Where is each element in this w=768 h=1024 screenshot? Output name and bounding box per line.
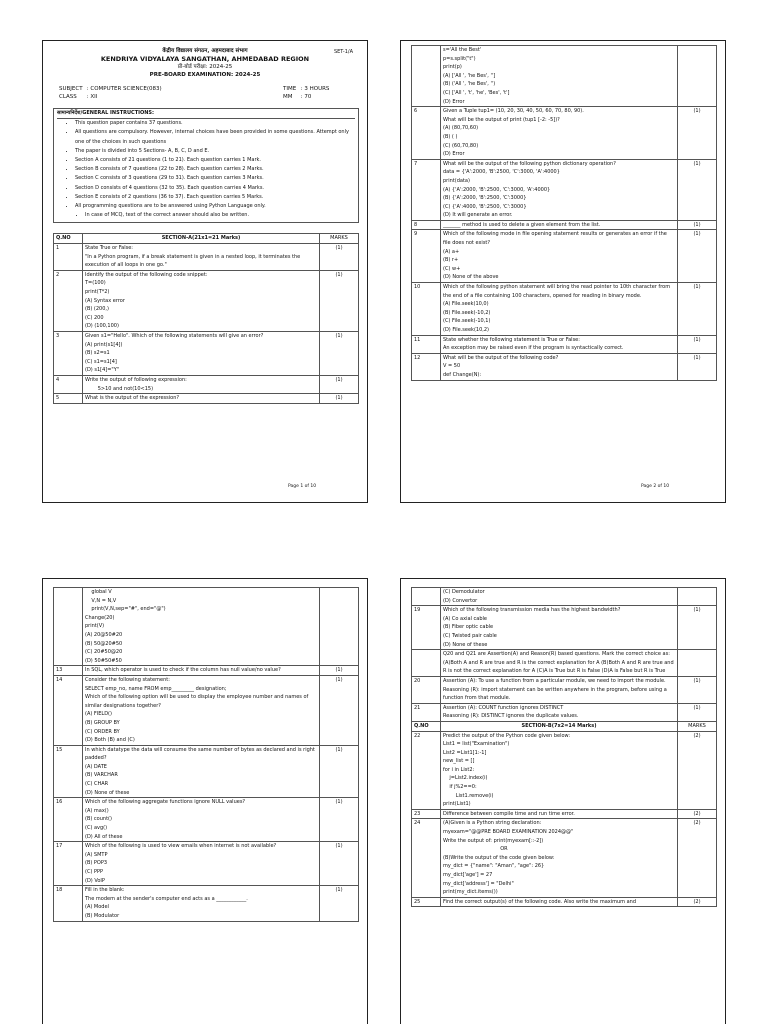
question-number: 25 bbox=[412, 897, 441, 907]
question-line: State whether the following statement is True or False: bbox=[443, 336, 580, 343]
question-line: (B) Modulator bbox=[85, 912, 120, 919]
question-marks: (1) bbox=[678, 703, 717, 721]
question-line: data = {'A':2000, 'B':2500, 'C':3000, 'A':4000} bbox=[443, 169, 560, 176]
instruction-item: • Section B consists of 7 questions (22 to 28). Each question carries 2 Marks. bbox=[75, 165, 355, 174]
question-line: (B)Write the output of the code given below: bbox=[443, 854, 555, 861]
question-text bbox=[441, 721, 678, 731]
question-number: 11 bbox=[412, 335, 441, 353]
question-number: 14 bbox=[54, 675, 83, 745]
class-label: CLASS bbox=[59, 93, 77, 100]
question-row bbox=[412, 159, 717, 220]
question-number: 24 bbox=[412, 819, 441, 897]
question-line: (B) (200,) bbox=[85, 306, 109, 313]
question-number bbox=[412, 588, 441, 606]
subject-value: : COMPUTER SCIENCE(083) bbox=[86, 86, 162, 92]
time-value: : 3 HOURS bbox=[300, 86, 330, 92]
question-text bbox=[441, 897, 678, 907]
question-row bbox=[412, 335, 717, 353]
question-line: myexam="@@PRE BOARD EXAMINATION 2024@@" bbox=[443, 829, 574, 836]
page-2 bbox=[400, 40, 726, 503]
question-line: Which of the following transmission media has the highest bandwidth? bbox=[443, 607, 621, 614]
question-number: 7 bbox=[412, 159, 441, 220]
hindi-exam: प्री-बोर्ड परीक्षा: 2024-25 bbox=[177, 64, 233, 70]
question-line: (C) ORDER BY bbox=[85, 728, 120, 735]
question-text bbox=[83, 745, 320, 798]
question-number: 15 bbox=[54, 745, 83, 798]
question-marks: (1) bbox=[320, 798, 359, 842]
question-line: for i in List2: bbox=[443, 766, 475, 773]
question-line: Assertion (A): To use a function from a particular module, we need to import the module. bbox=[443, 677, 666, 684]
question-line: new_list = [] bbox=[443, 758, 475, 765]
question-number: 8 bbox=[412, 220, 441, 230]
question-line: V,N = N,V bbox=[85, 597, 117, 604]
subject-row bbox=[59, 86, 367, 94]
question-number: 5 bbox=[54, 394, 83, 404]
subject-label: SUBJECT bbox=[59, 86, 83, 92]
question-line: (B) r+ bbox=[443, 257, 459, 264]
question-line: OR bbox=[443, 846, 508, 853]
question-text bbox=[441, 220, 678, 230]
question-line: (A) {'A':2000, 'B':2500, 'C':3000, 'A':4000} bbox=[443, 186, 551, 193]
question-line: (D) VoIP bbox=[85, 877, 105, 884]
hindi-title: केंद्रीय विद्यालय संगठन, अहमदाबाद संभाग bbox=[162, 48, 248, 54]
question-line: Given a Tuple tup1= (10, 20, 30, 40, 50, 60, 70, 80, 90). bbox=[443, 108, 584, 115]
question-line: The modem at the sender's computer end acts as a ____________. bbox=[85, 895, 248, 902]
question-line: my_dict['age'] = 27 bbox=[443, 872, 493, 878]
question-line: (B) GROUP BY bbox=[85, 719, 120, 726]
question-marks: (1) bbox=[320, 745, 359, 798]
question-marks bbox=[678, 588, 717, 606]
question-line: (C) ['All ', 't', 'he', 'Bes', 't'] bbox=[443, 89, 510, 96]
question-text bbox=[441, 819, 678, 897]
question-text bbox=[441, 809, 678, 819]
question-row bbox=[412, 588, 717, 606]
question-line: Identify the output of the following code snippet: bbox=[85, 271, 208, 278]
question-number: 21 bbox=[412, 703, 441, 721]
question-row bbox=[412, 897, 717, 907]
instructions-box bbox=[53, 108, 359, 223]
question-marks: (1) bbox=[320, 666, 359, 676]
page-number: Page 2 of 10 bbox=[641, 484, 670, 489]
question-line: Reasoning (R): import statement can be written anywhere in the program, before using a function from that module. bbox=[443, 686, 669, 702]
question-text bbox=[441, 676, 678, 703]
exam-title: PRE-BOARD EXAMINATION: 2024-25 bbox=[149, 72, 261, 78]
question-line: (A) Syntax error bbox=[85, 297, 125, 304]
question-line: (B) VARCHAR bbox=[85, 772, 118, 779]
question-number bbox=[412, 46, 441, 107]
mm-label: MM bbox=[283, 93, 293, 100]
question-number: 2 bbox=[54, 270, 83, 331]
question-marks: (1) bbox=[320, 886, 359, 921]
question-row bbox=[54, 375, 359, 393]
page-number: Page 1 of 10 bbox=[288, 484, 317, 489]
question-row bbox=[54, 244, 359, 271]
question-line: (A) ['All ', 'he Bes', ''] bbox=[443, 72, 496, 79]
question-line: (A) SMTP bbox=[85, 851, 108, 858]
question-line: j=List2.index(i) bbox=[443, 775, 488, 782]
page-4 bbox=[400, 578, 726, 1024]
question-marks: (1) bbox=[678, 230, 717, 283]
question-line: In SQL, which operator is used to check if the column has null value/no value? bbox=[85, 667, 281, 674]
question-text bbox=[441, 283, 678, 336]
question-line: List1 = list("Examination") bbox=[443, 741, 510, 748]
question-text bbox=[83, 394, 320, 404]
question-text bbox=[441, 731, 678, 809]
question-line: State True or False: bbox=[85, 245, 133, 252]
question-line: Consider the following statement: bbox=[85, 676, 170, 683]
question-number: Q.NO bbox=[412, 721, 441, 731]
question-marks bbox=[678, 650, 717, 677]
question-row bbox=[54, 745, 359, 798]
question-number: 12 bbox=[412, 353, 441, 380]
question-line: (D) (100,100) bbox=[85, 323, 119, 330]
question-marks: (2) bbox=[678, 731, 717, 809]
question-line: (A) print(s1[4]) bbox=[85, 341, 123, 348]
question-line: (A) max() bbox=[85, 807, 109, 814]
question-text bbox=[441, 353, 678, 380]
instruction-item: • The paper is divided into 5 Sections- A, B, C, D and E. bbox=[75, 147, 355, 156]
question-line: (A) DATE bbox=[85, 763, 107, 770]
set-code: SET-1/A bbox=[333, 49, 353, 55]
section-a-table bbox=[53, 233, 359, 403]
question-line: (D) Convertor bbox=[443, 597, 478, 604]
question-line: (D) Both (B) and (C) bbox=[85, 737, 135, 744]
question-line: print(V) bbox=[85, 623, 105, 630]
question-marks: (1) bbox=[678, 335, 717, 353]
question-row bbox=[54, 270, 359, 331]
question-line: (A) a+ bbox=[443, 248, 460, 255]
instructions-list bbox=[57, 119, 355, 211]
question-row bbox=[412, 721, 717, 731]
question-row bbox=[54, 798, 359, 842]
instruction-item: • All programming questions are to be answered using Python Language only. bbox=[75, 202, 355, 211]
question-line: List2 =List1[1:-1] bbox=[443, 749, 487, 756]
question-line: (D) None of these bbox=[443, 641, 488, 648]
question-line: (D) None of these bbox=[85, 789, 130, 796]
question-row bbox=[54, 331, 359, 375]
question-line: SECTION-B(7x2=14 Marks) bbox=[521, 722, 597, 729]
question-marks: (2) bbox=[678, 809, 717, 819]
question-line: Q20 and Q21 are Assertion(A) and Reason(R) based questions. Mark the correct choice as: (A)Both A and R are true and R is the correct explanation for A (B)Both A and R are true and R is not the correct explanation for A (C)A is True but R is False (D)A is False but R is True bbox=[443, 651, 676, 675]
question-line: (B) File.seek(-10,2) bbox=[443, 309, 491, 316]
question-number: 17 bbox=[54, 842, 83, 886]
question-row bbox=[54, 666, 359, 676]
question-line: Which of the following aggregate functions ignore NULL values? bbox=[85, 799, 246, 806]
question-line: SELECT emp_no, name FROM emp_________ designation; bbox=[85, 685, 227, 692]
question-marks: (1) bbox=[320, 375, 359, 393]
question-line: (D) Error bbox=[443, 151, 465, 158]
question-line: (C) {'A':4000, 'B':2500, 'C':3000} bbox=[443, 203, 527, 210]
time-label: TIME bbox=[283, 86, 297, 92]
question-line: my_dict['address'] = "Delhi" bbox=[443, 880, 514, 887]
instructions-heading: सामान्यनिर्देश/GENERAL INSTRUCTIONS: bbox=[57, 109, 355, 119]
page-3-table bbox=[53, 587, 359, 922]
instruction-item: • All questions are compulsory. However, internal choices have been provided in some questions. Attempt only one of the choices in such questions bbox=[75, 128, 355, 146]
question-line: (C) File.seek(-10,1) bbox=[443, 318, 491, 325]
question-row bbox=[54, 886, 359, 921]
question-line: (D) It will generate an error. bbox=[443, 212, 513, 219]
question-line: (C) w+ bbox=[443, 265, 461, 272]
question-text bbox=[441, 230, 678, 283]
question-number: 1 bbox=[54, 244, 83, 271]
question-line: V = 50 bbox=[443, 363, 461, 370]
question-line: Write the output of: print(myexam[::-2]) bbox=[443, 837, 544, 844]
question-line: (A) Model bbox=[85, 904, 109, 911]
question-row bbox=[412, 283, 717, 336]
qno-header: Q.NO bbox=[54, 234, 83, 244]
question-line: (D) All of these bbox=[85, 833, 123, 840]
question-text bbox=[441, 46, 678, 107]
question-line: (B) count() bbox=[85, 816, 112, 823]
question-row bbox=[412, 46, 717, 107]
question-row bbox=[412, 220, 717, 230]
question-line: print(V,N,sep="#", end="@") bbox=[85, 606, 166, 613]
question-row bbox=[412, 731, 717, 809]
question-line: Fill in the blank: bbox=[85, 887, 125, 894]
question-line: (A) 20@50#20 bbox=[85, 631, 123, 638]
question-line: if j%2==0: bbox=[443, 784, 477, 791]
question-line: Which of the following python statement will bring the read pointer to 10th character from the end of a file containing 100 characters, opened for reading in binary mode. bbox=[443, 284, 672, 299]
question-text bbox=[441, 606, 678, 650]
question-row bbox=[412, 230, 717, 283]
question-number: 16 bbox=[54, 798, 83, 842]
question-number bbox=[412, 650, 441, 677]
question-text bbox=[83, 588, 320, 666]
question-line: Write the output of following expression: bbox=[85, 376, 187, 383]
question-row bbox=[412, 819, 717, 897]
question-marks: (1) bbox=[678, 220, 717, 230]
question-line: Which of the following option will be used to display the employee number and names of similar designations together? bbox=[85, 694, 310, 709]
question-line: (D) File.seek(10,2) bbox=[443, 327, 489, 333]
question-line: What will be the output of the following python dictionary operation? bbox=[443, 160, 616, 167]
question-line: (B) ('All ', 'he Bes', '') bbox=[443, 81, 496, 88]
instruction-item: • Section E consists of 2 questions (36 to 37). Each question carries 5 Marks. bbox=[75, 193, 355, 202]
title: KENDRIYA VIDYALAYA SANGATHAN, AHMEDABAD REGION bbox=[100, 55, 310, 63]
question-line: p=s.split("t") bbox=[443, 55, 476, 62]
question-line: Reasoning (R): DISTINCT ignores the duplicate values. bbox=[443, 713, 579, 720]
question-line: (C) 20#50@20 bbox=[85, 649, 123, 656]
question-number: 20 bbox=[412, 676, 441, 703]
marks-header: MARKS bbox=[320, 234, 359, 244]
question-line: def Change(N): bbox=[443, 371, 482, 378]
question-marks: (1) bbox=[678, 676, 717, 703]
question-marks bbox=[678, 46, 717, 107]
question-line: (A)Given is a Python string declaration: bbox=[443, 820, 542, 827]
question-line: print(T*2) bbox=[85, 289, 110, 295]
question-text bbox=[441, 335, 678, 353]
mm-value: : 70 bbox=[300, 93, 312, 100]
question-number: 18 bbox=[54, 886, 83, 921]
question-line: Assertion (A): COUNT function ignores DISTINCT bbox=[443, 704, 564, 711]
question-marks: (1) bbox=[320, 331, 359, 375]
question-marks: (1) bbox=[678, 353, 717, 380]
class-row bbox=[59, 94, 367, 102]
sub-instruction: • In case of MCQ, text of the correct answer should also be written. bbox=[85, 211, 355, 220]
question-text bbox=[83, 842, 320, 886]
question-text bbox=[83, 798, 320, 842]
question-marks: MARKS bbox=[678, 721, 717, 731]
question-row bbox=[412, 676, 717, 703]
class-value: : XII bbox=[86, 93, 98, 100]
question-text bbox=[441, 107, 678, 160]
question-text bbox=[83, 666, 320, 676]
question-marks: (1) bbox=[320, 244, 359, 271]
question-line: (D) s1[4]="Y" bbox=[85, 367, 120, 374]
question-number: 22 bbox=[412, 731, 441, 809]
question-line: print(p) bbox=[443, 64, 462, 71]
question-number: 4 bbox=[54, 375, 83, 393]
question-line: (A) File.seek(10,0) bbox=[443, 301, 489, 308]
question-number: 9 bbox=[412, 230, 441, 283]
question-line: (A) FIELD() bbox=[85, 711, 112, 718]
question-line: (C) avg() bbox=[85, 825, 108, 832]
question-line: (D) None of the above bbox=[443, 274, 499, 281]
question-line: Which of the following is used to view emails when internet is not available? bbox=[85, 843, 277, 850]
question-line: (B) {'A':2000, 'B':2500, 'C':3000} bbox=[443, 195, 527, 202]
question-line: Find the correct output(s) of the following code. Also write the maximum and bbox=[443, 898, 637, 905]
question-line: In which datatype the data will consume the same number of bytes as declared and is right padded? bbox=[85, 746, 317, 762]
question-text bbox=[441, 159, 678, 220]
question-line: (B) Fiber optic cable bbox=[443, 624, 494, 631]
question-line: (C) s1=s1[4] bbox=[85, 358, 117, 365]
instruction-item: • Section D consists of 4 questions (32 to 35). Each question carries 4 Marks. bbox=[75, 184, 355, 193]
question-row bbox=[412, 353, 717, 380]
question-line: What will be the output of print (tup1 [-2: -5])? bbox=[443, 116, 560, 123]
question-number: 23 bbox=[412, 809, 441, 819]
question-line: print(data) bbox=[443, 177, 470, 184]
question-line: Difference between compile time and run time error. bbox=[443, 810, 575, 817]
question-marks: (1) bbox=[320, 270, 359, 331]
question-number: 13 bbox=[54, 666, 83, 676]
question-row bbox=[54, 842, 359, 886]
question-number bbox=[54, 588, 83, 666]
question-line: (D) Error bbox=[443, 98, 465, 105]
question-line: (C) Twisted pair cable bbox=[443, 632, 497, 639]
question-text bbox=[83, 270, 320, 331]
question-row bbox=[54, 675, 359, 745]
question-line: s='All the Best' bbox=[443, 47, 482, 53]
question-text bbox=[441, 703, 678, 721]
question-line: Change(20) bbox=[85, 614, 115, 621]
question-line: print(List1) bbox=[443, 801, 471, 808]
question-line: (C) 200 bbox=[85, 314, 104, 321]
question-line: global V bbox=[85, 589, 112, 595]
question-text bbox=[83, 675, 320, 745]
question-line: Given s1="Hello". Which of the following statements will give an error? bbox=[85, 332, 264, 339]
question-number: 3 bbox=[54, 331, 83, 375]
question-marks: (1) bbox=[678, 107, 717, 160]
question-line: (B) s2=s1 bbox=[85, 350, 110, 357]
question-line: (C) PPP bbox=[85, 869, 104, 875]
question-row bbox=[412, 703, 717, 721]
question-line: _______ method is used to delete a given element from the list. bbox=[443, 221, 601, 228]
page-1 bbox=[42, 40, 368, 503]
question-line: (B) POP3 bbox=[85, 860, 108, 867]
question-line: What will be the output of the following code? bbox=[443, 354, 559, 361]
question-marks: (2) bbox=[678, 819, 717, 897]
question-marks: (1) bbox=[320, 394, 359, 404]
question-number: 6 bbox=[412, 107, 441, 160]
question-text bbox=[83, 886, 320, 921]
question-row bbox=[412, 809, 717, 819]
question-line: (B) 50@20#50 bbox=[85, 640, 123, 647]
question-row bbox=[412, 606, 717, 650]
question-line: Predict the output of the Python code given below: bbox=[443, 732, 571, 739]
question-line: my_dict = {"name": "Aman", "age": 26} bbox=[443, 863, 545, 870]
question-line: An exception may be raised even if the program is syntactically correct. bbox=[443, 345, 624, 352]
question-marks: (2) bbox=[678, 897, 717, 907]
page-2-table bbox=[411, 45, 717, 381]
page-4-table bbox=[411, 587, 717, 907]
question-line: What is the output of the expression? bbox=[85, 395, 180, 402]
question-text bbox=[83, 331, 320, 375]
question-text bbox=[83, 244, 320, 271]
question-text bbox=[441, 588, 678, 606]
question-line: T=(100) bbox=[85, 280, 106, 287]
question-marks: (1) bbox=[678, 159, 717, 220]
page-3 bbox=[42, 578, 368, 1024]
instruction-item: • This question paper contains 37 questions. bbox=[75, 119, 355, 128]
question-line: List1.remove(i) bbox=[443, 792, 494, 799]
question-line: (A) Co axial cable bbox=[443, 615, 487, 622]
question-marks: (1) bbox=[678, 606, 717, 650]
question-marks: (1) bbox=[678, 283, 717, 336]
question-row bbox=[54, 394, 359, 404]
question-number: 19 bbox=[412, 606, 441, 650]
question-marks: (1) bbox=[320, 675, 359, 745]
section-a-header: SECTION-A(21x1=21 Marks) bbox=[83, 234, 320, 244]
question-line: print(my_dict.items()) bbox=[443, 889, 498, 896]
question-row bbox=[54, 588, 359, 666]
question-marks bbox=[320, 588, 359, 666]
question-line: Which of the following mode in file opening statement results or generates an error if the file does not exist? bbox=[443, 231, 669, 247]
question-text bbox=[441, 650, 678, 677]
question-line: 5>10 and not(10<15) bbox=[85, 385, 154, 392]
question-row bbox=[412, 650, 717, 677]
question-number: 10 bbox=[412, 283, 441, 336]
question-line: (C) Demodulator bbox=[443, 589, 485, 595]
question-text bbox=[83, 375, 320, 393]
question-row bbox=[412, 107, 717, 160]
instruction-item: • Section C consists of 3 questions (29 to 31). Each question carries 3 Marks. bbox=[75, 174, 355, 183]
question-line: (D) 50#50#50 bbox=[85, 657, 122, 664]
question-line: (A) (80,70,60) bbox=[443, 125, 479, 132]
question-line: (C) CHAR bbox=[85, 781, 109, 788]
question-line: "In a Python program, if a break statement is given in a nested loop, it terminates the execution of all loops in one go." bbox=[85, 253, 302, 269]
question-line: (B) ( ) bbox=[443, 133, 458, 140]
question-line: (C) (60,70,80) bbox=[443, 142, 479, 149]
question-marks: (1) bbox=[320, 842, 359, 886]
instruction-item: • Section A consists of 21 questions (1 to 21). Each question carries 1 Mark. bbox=[75, 156, 355, 165]
